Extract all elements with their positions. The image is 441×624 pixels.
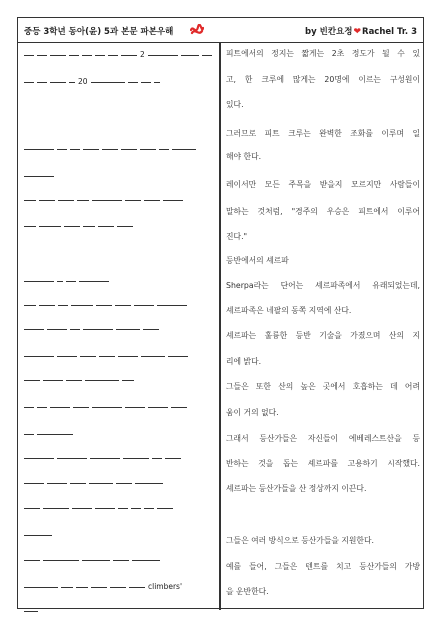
author-suffix: Rachel Tr. 3 (362, 27, 417, 37)
author-credit (305, 25, 417, 37)
worksheet-header (18, 18, 423, 43)
blank-answer-column (18, 43, 219, 610)
inline-word: 20 (78, 77, 88, 86)
author-prefix: by 빈칸요정 (305, 27, 353, 37)
translation-subheading: 등반에서의 셰르파 (226, 256, 289, 265)
heart-icon: ❤ (353, 27, 362, 37)
answer-line[interactable] (24, 581, 212, 593)
answer-line[interactable] (24, 143, 212, 155)
translation-line: 셰르파는 등산가들을 산 정상까지 이끈다. (226, 484, 367, 493)
answer-line[interactable] (24, 452, 212, 464)
korean-translation-column (220, 43, 425, 610)
translation-line: 고, 한 크루에 많게는 20명에 이르는 구성원이 (226, 75, 420, 84)
translation-line: 그들은 또한 산의 높은 곳에서 호흡하는 데 어려 (226, 382, 420, 391)
translation-line: 해야 한다. (226, 152, 262, 161)
red-scribble-icon (190, 24, 204, 36)
translation-line: 셰르파는 훌륭한 등반 기술을 가졌으며 산의 지 (226, 331, 420, 340)
answer-line[interactable] (24, 170, 212, 182)
translation-line: 리에 밝다. (226, 357, 262, 366)
translation-line: 그들은 여러 방식으로 등산가들을 지원한다. (226, 536, 374, 545)
answer-line[interactable] (24, 605, 212, 617)
answer-line[interactable] (24, 220, 212, 232)
answer-line[interactable] (24, 554, 212, 566)
translation-line: 말하는 것처럼, "경주의 우승은 피트에서 이루어 (226, 207, 420, 216)
translation-line: 반하는 것을 돕는 셰르파를 고용하기 시작했다. (226, 459, 420, 468)
translation-line: 셰르파족은 네팔의 동쪽 지역에 산다. (226, 306, 352, 315)
translation-line: 레이서만 모든 주목을 받을지 모르지만 사람들이 (226, 180, 420, 189)
worksheet-sheet (17, 17, 424, 609)
translation-line: 그러므로 피트 크루는 완벽한 조화를 이루며 일 (226, 129, 420, 138)
worksheet-title: 중등 3학년 동아(윤) 5과 본문 파본우해 (24, 27, 174, 37)
translation-line: 피트에서의 정지는 짧게는 2초 정도가 될 수 있 (226, 49, 420, 58)
answer-line[interactable] (24, 194, 212, 206)
answer-line[interactable] (24, 401, 212, 413)
translation-line: 을 운반한다. (226, 587, 269, 596)
translation-line: 있다. (226, 100, 244, 109)
answer-line[interactable] (24, 502, 212, 514)
answer-line[interactable] (24, 529, 212, 541)
answer-line[interactable] (24, 477, 212, 489)
translation-line: 움이 거의 없다. (226, 408, 279, 417)
translation-line: 예를 들어, 그들은 텐트를 치고 등산가들의 가방 (226, 562, 420, 571)
answer-line[interactable] (24, 275, 212, 287)
inline-word: climbers' (148, 582, 183, 591)
inline-word: 2 (140, 50, 145, 59)
translation-line: 진다." (226, 232, 248, 241)
answer-line[interactable] (24, 350, 212, 362)
answer-line[interactable] (24, 374, 212, 386)
translation-line: 그래서 등산가들은 자신들이 에베레스트산을 등 (226, 434, 420, 443)
answer-line[interactable] (24, 428, 212, 440)
answer-line[interactable] (24, 49, 212, 61)
translation-line: Sherpa라는 단어는 셰르파족에서 유래되었는데, (226, 281, 420, 290)
answer-line[interactable] (24, 76, 212, 88)
answer-line[interactable] (24, 323, 212, 335)
answer-line[interactable] (24, 299, 212, 311)
